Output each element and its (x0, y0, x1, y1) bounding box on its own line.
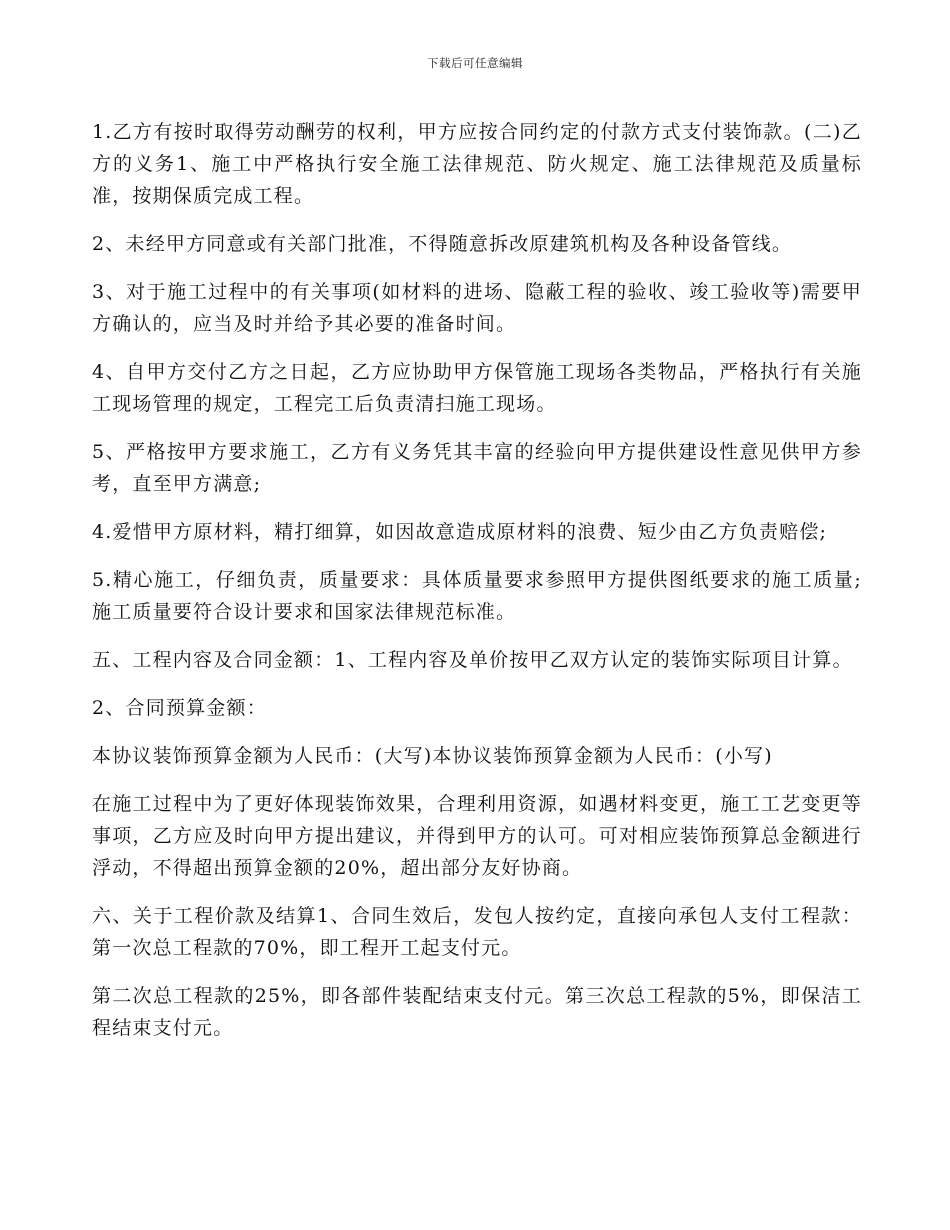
paragraph-budget-heading: 2、合同预算金额： (92, 697, 267, 719)
document-body (92, 116, 862, 1060)
paragraph-payment-rights: 1.乙方有按时取得劳动酬劳的权利，甲方应按合同约定的付款方式支付装饰款。(二)乙方的义务1、施工中严格执行安全施工法律规范、防火规定、施工法律规范及质量标准，按期保质完成工程。 (92, 121, 862, 207)
paragraph-budget-amount: 本协议装饰预算金额为人民币：(大写)本协议装饰预算金额为人民币：(小写) (92, 745, 773, 767)
paragraph-no-alterations: 2、未经甲方同意或有关部门批准，不得随意拆改原建筑机构及各种设备管线。 (92, 233, 793, 255)
paragraph-quality: 5.精心施工，仔细负责，质量要求：具体质量要求参照甲方提供图纸要求的施工质量;施工质量要符合设计要求和国家法律规范标准。 (92, 569, 862, 623)
page-header: 下载后可任意编辑 (427, 56, 523, 70)
paragraph-section-six: 六、关于工程价款及结算1、合同生效后，发包人按约定，直接向承包人支付工程款：第一次总工程款的70%，即工程开工起支付元。 (92, 905, 862, 959)
paragraph-confirmation-items: 3、对于施工过程中的有关事项(如材料的进场、隐蔽工程的验收、竣工验收等)需要甲方确认的，应当及时并给予其必要的准备时间。 (92, 281, 862, 335)
paragraph-payment-schedule: 第二次总工程款的25%，即各部件装配结束支付元。第三次总工程款的5%，即保洁工程结束支付元。 (92, 985, 862, 1039)
paragraph-site-custody: 4、自甲方交付乙方之日起，乙方应协助甲方保管施工现场各类物品，严格执行有关施工现场管理的规定，工程完工后负责清扫施工现场。 (92, 361, 862, 415)
paragraph-budget-adjustment: 在施工过程中为了更好体现装饰效果，合理利用资源，如遇材料变更，施工工艺变更等事项，乙方应及时向甲方提出建议，并得到甲方的认可。可对相应装饰预算总金额进行浮动，不得超出预算金额的20%，超出部分友好协商。 (92, 793, 862, 879)
paragraph-follow-requirements: 5、严格按甲方要求施工，乙方有义务凭其丰富的经验向甲方提供建设性意见供甲方参考，直至甲方满意; (92, 441, 862, 495)
paragraph-materials-care: 4.爱惜甲方原材料，精打细算，如因故意造成原材料的浪费、短少由乙方负责赔偿; (92, 521, 828, 543)
paragraph-section-five: 五、工程内容及合同金额：1、工程内容及单价按甲乙双方认定的装饰实际项目计算。 (92, 649, 853, 671)
